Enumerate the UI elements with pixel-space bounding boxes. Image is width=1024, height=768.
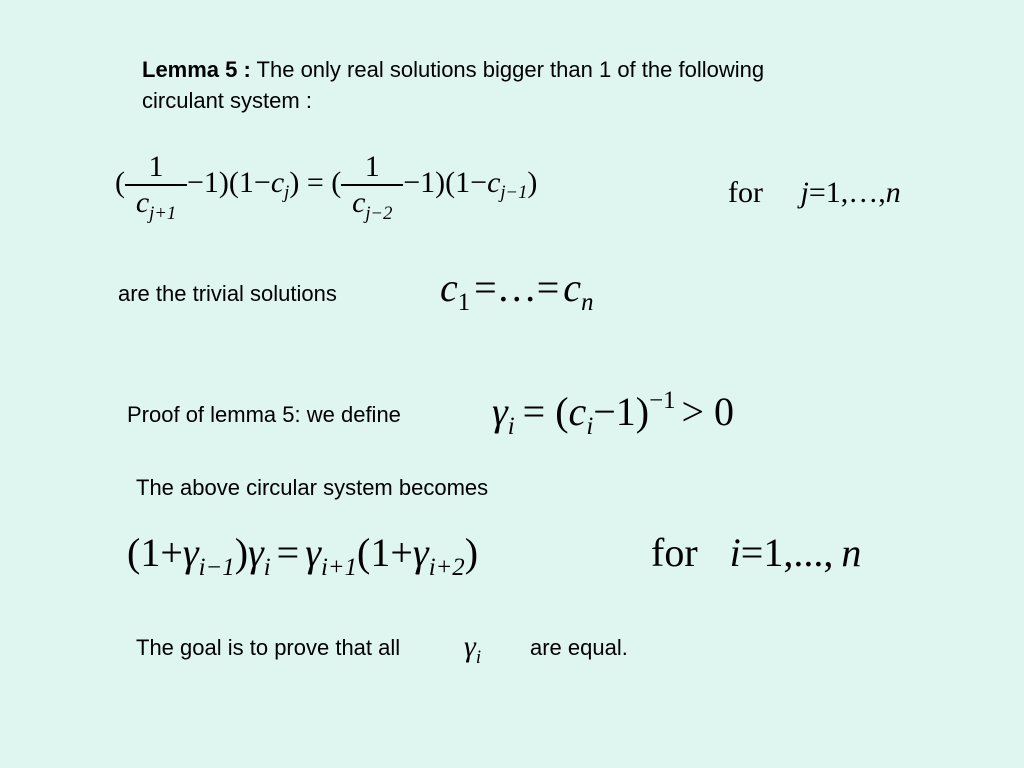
lemma-label: Lemma 5 : xyxy=(142,57,251,82)
fraction-rhs: $\frac{1}{c_{j-2}}$ xyxy=(341,152,403,218)
equation-circulant-system: ( $\frac{1}{c_{j+1}}$ $-1)(1-c_j)$ = ( $\frac{1}{c_{j-2}}$ $-1)(1-c_{j-1})$ xyxy=(115,150,538,224)
lemma-line-1 xyxy=(142,55,764,85)
lemma-text-1: The only real solutions bigger than 1 of the following xyxy=(250,57,765,82)
becomes-label: The above circular system becomes xyxy=(136,475,489,500)
equation-gamma-system: $(1+\gamma_{i-1})\gamma_i = \gamma_{i+1}(1+\gamma_{i+2})$ xyxy=(127,530,479,581)
fraction-lhs: $\frac{1}{c_{j+1}}$ xyxy=(125,152,187,218)
equation-2-range: for i=1,..., n xyxy=(651,530,862,575)
goal-label-a: The goal is to prove that all xyxy=(136,635,401,660)
goal-gamma: $\gamma_i$ xyxy=(464,630,481,668)
gamma-definition: $\gamma_i = (c_i-1)^{-1} > 0$ xyxy=(492,386,735,440)
equation-1-range: for j=1,…,n xyxy=(728,176,901,209)
goal-label-b: are equal. xyxy=(530,635,628,660)
for-word: for xyxy=(728,176,763,209)
lemma-line-2: circulant system : xyxy=(142,88,312,113)
trivial-label: are the trivial solutions xyxy=(118,281,337,306)
for-word: for xyxy=(651,530,698,575)
trivial-equation: $c_1$ =…= $c_n$ xyxy=(440,265,594,316)
proof-label: Proof of lemma 5: we define xyxy=(127,402,401,427)
